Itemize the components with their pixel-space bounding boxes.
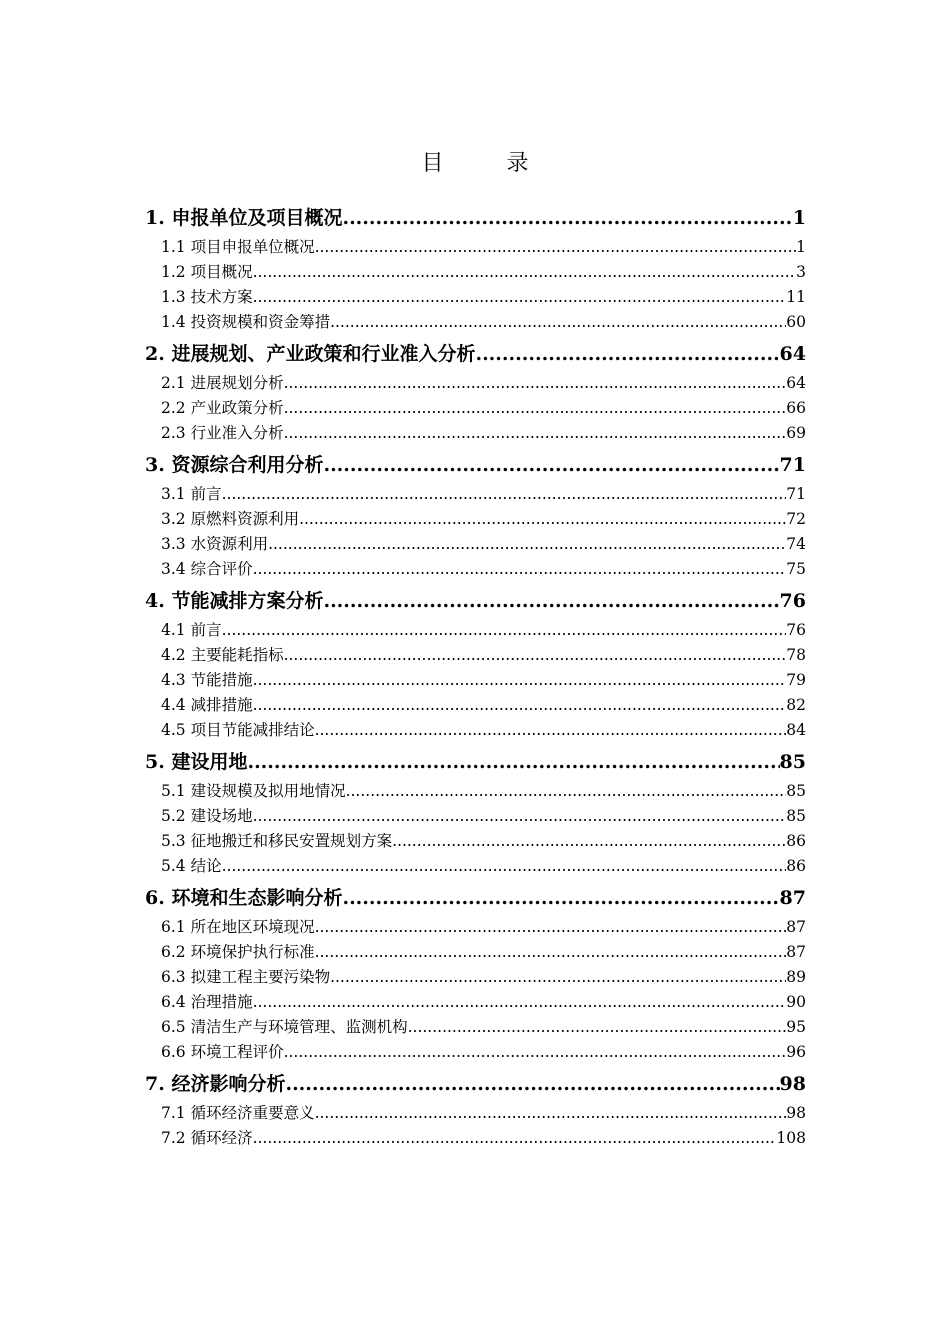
- dot-leader: [330, 965, 786, 990]
- toc-section[interactable]: [145, 829, 806, 854]
- toc-section[interactable]: [145, 260, 806, 285]
- dot-leader: [253, 557, 787, 582]
- table-of-contents: [145, 206, 806, 1151]
- section-label: 4.3 节能措施: [161, 671, 253, 689]
- page-number: 1: [792, 207, 806, 229]
- section-label: 1.2 项目概况: [161, 263, 253, 281]
- chapter-label: 3. 资源综合利用分析: [145, 454, 324, 476]
- dot-leader: [342, 206, 792, 231]
- dot-leader: [247, 750, 779, 775]
- dot-leader: [253, 260, 797, 285]
- chapter-label: 5. 建设用地: [145, 751, 248, 773]
- dot-leader: [392, 829, 786, 854]
- toc-chapter[interactable]: [145, 453, 806, 478]
- dot-leader: [315, 1101, 787, 1126]
- toc-section[interactable]: [145, 507, 806, 532]
- toc-title: 目 录: [421, 151, 557, 176]
- dot-leader: [330, 310, 786, 335]
- toc-section[interactable]: [145, 643, 806, 668]
- toc-section[interactable]: [145, 965, 806, 990]
- dot-leader: [284, 396, 787, 421]
- toc-section[interactable]: [145, 915, 806, 940]
- page-number: 72: [786, 510, 806, 528]
- toc-chapter[interactable]: [145, 750, 806, 775]
- section-label: 6.2 环境保护执行标准: [161, 943, 315, 961]
- section-label: 6.4 治理措施: [161, 993, 253, 1011]
- toc-section[interactable]: [145, 285, 806, 310]
- page-number: 86: [786, 832, 806, 850]
- page-number: 90: [786, 993, 806, 1011]
- page-number: 71: [786, 485, 806, 503]
- toc-chapter[interactable]: [145, 886, 806, 911]
- toc-section[interactable]: [145, 804, 806, 829]
- section-label: 5.4 结论: [161, 857, 222, 875]
- toc-section[interactable]: [145, 1126, 806, 1151]
- page-number: 64: [786, 374, 806, 392]
- section-label: 3.4 综合评价: [161, 560, 253, 578]
- page-number: 98: [779, 1073, 806, 1095]
- section-label: 4.2 主要能耗指标: [161, 646, 284, 664]
- section-label: 4.1 前言: [161, 621, 222, 639]
- dot-leader: [342, 886, 779, 911]
- section-label: 5.2 建设场地: [161, 807, 253, 825]
- page-number: 74: [786, 535, 806, 553]
- toc-section[interactable]: [145, 693, 806, 718]
- dot-leader: [285, 1072, 779, 1097]
- section-label: 2.2 产业政策分析: [161, 399, 284, 417]
- page-number: 64: [779, 343, 806, 365]
- toc-section[interactable]: [145, 779, 806, 804]
- toc-section[interactable]: [145, 421, 806, 446]
- page-number: 96: [786, 1043, 806, 1061]
- chapter-label: 2. 进展规划、产业政策和行业准入分析: [145, 343, 476, 365]
- dot-leader: [253, 1126, 777, 1151]
- section-label: 6.1 所在地区环境现况: [161, 918, 315, 936]
- section-label: 1.3 技术方案: [161, 288, 253, 306]
- toc-section[interactable]: [145, 854, 806, 879]
- toc-section[interactable]: [145, 371, 806, 396]
- toc-section[interactable]: [145, 310, 806, 335]
- page-number: 82: [786, 696, 806, 714]
- page-number: 3: [796, 263, 806, 281]
- toc-section[interactable]: [145, 668, 806, 693]
- page-number: 71: [779, 454, 806, 476]
- dot-leader: [253, 285, 787, 310]
- dot-leader: [315, 235, 797, 260]
- dot-leader: [284, 643, 787, 668]
- page-number: 1: [796, 238, 806, 256]
- page-number: 75: [786, 560, 806, 578]
- dot-leader: [253, 804, 787, 829]
- chapter-label: 6. 环境和生态影响分析: [145, 887, 343, 909]
- toc-section[interactable]: [145, 482, 806, 507]
- page-number: 11: [786, 288, 806, 306]
- page-number: 60: [786, 313, 806, 331]
- section-label: 3.2 原燃料资源利用: [161, 510, 300, 528]
- section-label: 4.4 减排措施: [161, 696, 253, 714]
- dot-leader: [268, 532, 786, 557]
- dot-leader: [253, 668, 787, 693]
- toc-chapter[interactable]: [145, 342, 806, 367]
- page-number: 78: [786, 646, 806, 664]
- section-label: 2.3 行业准入分析: [161, 424, 284, 442]
- dot-leader: [315, 718, 787, 743]
- section-label: 3.3 水资源利用: [161, 535, 269, 553]
- page-number: 89: [786, 968, 806, 986]
- section-label: 3.1 前言: [161, 485, 222, 503]
- toc-section[interactable]: [145, 718, 806, 743]
- page-number: 86: [786, 857, 806, 875]
- dot-leader: [323, 453, 779, 478]
- toc-section[interactable]: [145, 235, 806, 260]
- toc-chapter[interactable]: [145, 1072, 806, 1097]
- section-label: 5.3 征地搬迁和移民安置规划方案: [161, 832, 393, 850]
- page-number: 85: [779, 751, 806, 773]
- toc-section[interactable]: [145, 396, 806, 421]
- section-label: 2.1 进展规划分析: [161, 374, 284, 392]
- dot-leader: [323, 589, 779, 614]
- page-number: 76: [786, 621, 806, 639]
- dot-leader: [222, 482, 787, 507]
- dot-leader: [222, 854, 787, 879]
- dot-leader: [284, 371, 787, 396]
- section-label: 6.3 拟建工程主要污染物: [161, 968, 331, 986]
- dot-leader: [475, 342, 779, 367]
- page-number: 79: [786, 671, 806, 689]
- toc-section[interactable]: [145, 990, 806, 1015]
- page-number: 85: [786, 782, 806, 800]
- section-label: 1.1 项目申报单位概况: [161, 238, 315, 256]
- dot-leader: [315, 940, 787, 965]
- toc-section[interactable]: [145, 940, 806, 965]
- section-label: 1.4 投资规模和资金筹措: [161, 313, 331, 331]
- dot-leader: [284, 1040, 787, 1065]
- toc-section[interactable]: [145, 532, 806, 557]
- section-label: 7.2 循环经济: [161, 1129, 253, 1147]
- page-number: 85: [786, 807, 806, 825]
- page-number: 95: [786, 1018, 806, 1036]
- section-label: 5.1 建设规模及拟用地情况: [161, 782, 346, 800]
- section-label: 6.6 环境工程评价: [161, 1043, 284, 1061]
- chapter-label: 4. 节能减排方案分析: [145, 590, 324, 612]
- section-label: 7.1 循环经济重要意义: [161, 1104, 315, 1122]
- page-number: 69: [786, 424, 806, 442]
- dot-leader: [315, 915, 787, 940]
- page-number: 76: [779, 590, 806, 612]
- page-number: 98: [786, 1104, 806, 1122]
- page-number: 66: [786, 399, 806, 417]
- toc-section[interactable]: [145, 1040, 806, 1065]
- chapter-label: 7. 经济影响分析: [145, 1073, 286, 1095]
- dot-leader: [253, 693, 787, 718]
- toc-chapter[interactable]: [145, 589, 806, 614]
- toc-chapter[interactable]: [145, 206, 806, 231]
- page-number: 87: [779, 887, 806, 909]
- page-number: 108: [776, 1129, 806, 1147]
- dot-leader: [408, 1015, 787, 1040]
- dot-leader: [284, 421, 787, 446]
- toc-section[interactable]: [145, 1101, 806, 1126]
- page-number: 84: [786, 721, 806, 739]
- chapter-label: 1. 申报单位及项目概况: [145, 207, 343, 229]
- toc-section[interactable]: [145, 618, 806, 643]
- toc-section[interactable]: [145, 557, 806, 582]
- page-number: 87: [786, 918, 806, 936]
- dot-leader: [253, 990, 787, 1015]
- toc-section[interactable]: [145, 1015, 806, 1040]
- dot-leader: [346, 779, 787, 804]
- dot-leader: [299, 507, 786, 532]
- page-number: 87: [786, 943, 806, 961]
- section-label: 4.5 项目节能减排结论: [161, 721, 315, 739]
- section-label: 6.5 清洁生产与环境管理、监测机构: [161, 1018, 408, 1036]
- dot-leader: [222, 618, 787, 643]
